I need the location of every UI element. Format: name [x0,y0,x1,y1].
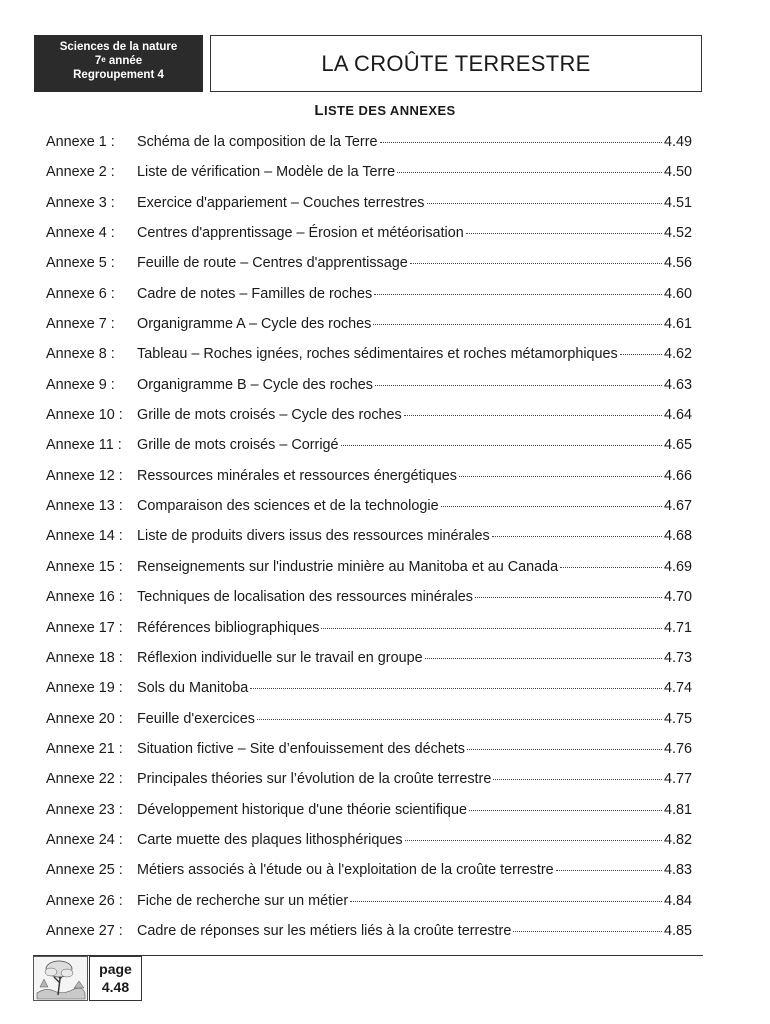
page-label: page [99,961,132,977]
leader-dots [375,371,662,386]
annex-row [46,192,692,222]
annex-page: 4.70 [663,589,692,606]
annex-number: Annexe 23 : [46,801,123,818]
leader-dots [469,796,662,811]
annex-row [46,222,692,252]
annex-number: Annexe 4 : [46,225,115,242]
annex-page: 4.63 [663,376,692,393]
annex-number: Annexe 3 : [46,194,115,211]
annex-row [46,617,692,647]
annex-number: Annexe 21 : [46,740,123,757]
annex-title: Renseignements sur l'industrie minière au Manitoba et au Canada [137,558,559,575]
annex-number: Annexe 25 : [46,862,123,879]
annex-title: Fiche de recherche sur un métier [137,892,349,909]
annex-number: Annexe 26 : [46,892,123,909]
leader-dots [466,219,662,234]
annex-page: 4.56 [663,255,692,272]
annex-number: Annexe 10 : [46,407,123,424]
annex-page: 4.64 [663,407,692,424]
leader-dots [620,340,662,355]
annex-number: Annexe 7 : [46,316,115,333]
leader-dots [257,705,662,720]
annex-number: Annexe 11 : [46,437,122,454]
annex-row [46,161,692,191]
annex-page: 4.50 [663,164,692,181]
annex-number: Annexe 1 : [46,134,115,150]
annex-page: 4.77 [663,771,692,788]
grade-suffix: e [101,55,106,64]
annex-number: Annexe 14 : [46,528,123,545]
list-heading [0,102,770,119]
annex-row [46,708,692,738]
annex-page: 4.81 [663,801,692,818]
annex-page: 4.49 [663,134,692,150]
annex-row [46,556,692,586]
annex-page: 4.76 [663,740,692,757]
annex-title: Centres d'apprentissage – Érosion et météorisation [137,225,464,242]
annex-number: Annexe 16 : [46,589,123,606]
annex-row [46,252,692,282]
annex-page: 4.65 [663,437,692,454]
list-heading-rest: ISTE DES ANNEXES [323,103,456,118]
annex-number: Annexe 17 : [46,619,123,636]
annex-page: 4.66 [663,467,692,484]
annex-title: Liste de vérification – Modèle de la Terre [137,164,396,181]
leader-dots [374,280,662,295]
annex-number: Annexe 15 : [46,558,123,575]
annex-number: Annexe 2 : [46,164,115,181]
leader-dots [341,431,662,446]
leader-dots [350,887,662,902]
annex-number: Annexe 18 : [46,649,123,666]
annex-row [46,283,692,313]
annex-title: Comparaison des sciences et de la technologie [137,498,439,515]
annex-number: Annexe 9 : [46,376,115,393]
annex-title: Cadre de notes – Familles de roches [137,285,373,302]
annex-page: 4.82 [663,831,692,848]
course-header [34,35,203,92]
annex-title: Développement historique d'une théorie scientifique [137,801,467,818]
annex-row [46,465,692,495]
leader-dots [427,189,662,204]
annex-page: 4.52 [663,225,692,242]
annex-page: 4.85 [663,922,692,939]
annex-page: 4.69 [663,558,692,575]
annex-title: Cadre de réponses sur les métiers liés à la croûte terrestre [137,922,512,939]
annex-row [46,586,692,616]
list-heading-initial: L [314,102,324,119]
annex-row [46,434,692,464]
annex-row [46,738,692,768]
annex-title: Principales théories sur l’évolution de la croûte terrestre [137,771,492,788]
leader-dots [441,492,662,507]
annex-page: 4.74 [663,680,692,697]
leader-dots [410,249,662,264]
annex-page: 4.84 [663,892,692,909]
annex-row [46,890,692,920]
annex-title: Liste de produits divers issus des ressources minérales [137,528,490,545]
annex-title: Feuille d'exercices [137,710,255,727]
leader-dots [405,826,662,841]
annex-number: Annexe 13 : [46,498,123,515]
annex-title: Exercice d'appariement – Couches terrestres [137,194,425,211]
annex-row [46,768,692,798]
leader-dots [492,522,662,537]
annex-title: Feuille de route – Centres d'apprentissage [137,255,408,272]
page-title: LA CROÛTE TERRESTRE [321,50,591,76]
annex-row [46,920,692,950]
annex-row [46,131,692,161]
annex-row [46,404,692,434]
leader-dots [493,765,662,780]
annex-title: Métiers associés à l'étude ou à l'exploitation de la croûte terrestre [137,862,554,879]
grade-word: année [108,55,143,67]
annex-title: Situation fictive – Site d’enfouissement des déchets [137,740,465,757]
annex-title: Réflexion individuelle sur le travail en groupe [137,649,423,666]
leader-dots [459,462,662,477]
leader-dots [467,735,662,750]
annex-title: Grille de mots croisés – Corrigé [137,437,339,454]
annex-number: Annexe 8 : [46,346,115,363]
annex-page: 4.83 [663,862,692,879]
annex-list [46,131,692,950]
annex-row [46,495,692,525]
annex-page: 4.68 [663,528,692,545]
grade-number: 7 [94,55,102,67]
annex-page: 4.67 [663,498,692,515]
annex-page: 4.60 [663,285,692,302]
leader-dots [380,128,662,143]
annex-page: 4.75 [663,710,692,727]
annex-title: Techniques de localisation des ressources minérales [137,589,473,606]
annex-number: Annexe 24 : [46,831,123,848]
annex-number: Annexe 6 : [46,285,115,302]
annex-row [46,343,692,373]
annex-row [46,859,692,889]
annex-title: Organigramme B – Cycle des roches [137,376,373,393]
cluster-label: Regroupement 4 [73,69,164,81]
annex-row [46,313,692,343]
annex-number: Annexe 22 : [46,771,123,788]
annex-number: Annexe 12 : [46,467,123,484]
annex-number: Annexe 20 : [46,710,123,727]
annex-page: 4.71 [663,619,692,636]
leader-dots [560,553,662,568]
annex-title: Organigramme A – Cycle des roches [137,316,372,333]
tree-landscape-icon [33,956,88,1001]
subject-label: Sciences de la nature [59,41,178,53]
leader-dots [513,917,662,932]
annex-page: 4.62 [663,346,692,363]
annex-number: Annexe 5 : [46,255,115,272]
annex-row [46,374,692,404]
annex-title: Schéma de la composition de la Terre [137,134,378,150]
annex-title: Tableau – Roches ignées, roches sédimentaires et roches métamorphiques [137,346,618,363]
annex-row [46,525,692,555]
leader-dots [556,856,662,871]
annex-row [46,647,692,677]
annex-title: Références bibliographiques [137,619,320,636]
page-title-box [210,35,702,92]
leader-dots [250,674,662,689]
annex-row [46,677,692,707]
annex-title: Carte muette des plaques lithosphériques [137,831,403,848]
leader-dots [404,401,662,416]
leader-dots [321,614,662,629]
annex-page: 4.51 [663,194,692,211]
grade-label [34,54,203,68]
annex-title: Grille de mots croisés – Cycle des roches [137,407,402,424]
leader-dots [373,310,662,325]
page-number: 4.48 [101,979,130,995]
annex-number: Annexe 27 : [46,922,123,939]
annex-row [46,799,692,829]
leader-dots [475,583,662,598]
leader-dots [397,158,662,173]
annex-row [46,829,692,859]
annex-page: 4.73 [663,649,692,666]
annex-page: 4.61 [663,316,692,333]
annex-title: Ressources minérales et ressources énergétiques [137,467,457,484]
leader-dots [425,644,662,659]
page-number-box [89,956,142,1001]
annex-number: Annexe 19 : [46,680,123,697]
annex-title: Sols du Manitoba [137,680,249,697]
